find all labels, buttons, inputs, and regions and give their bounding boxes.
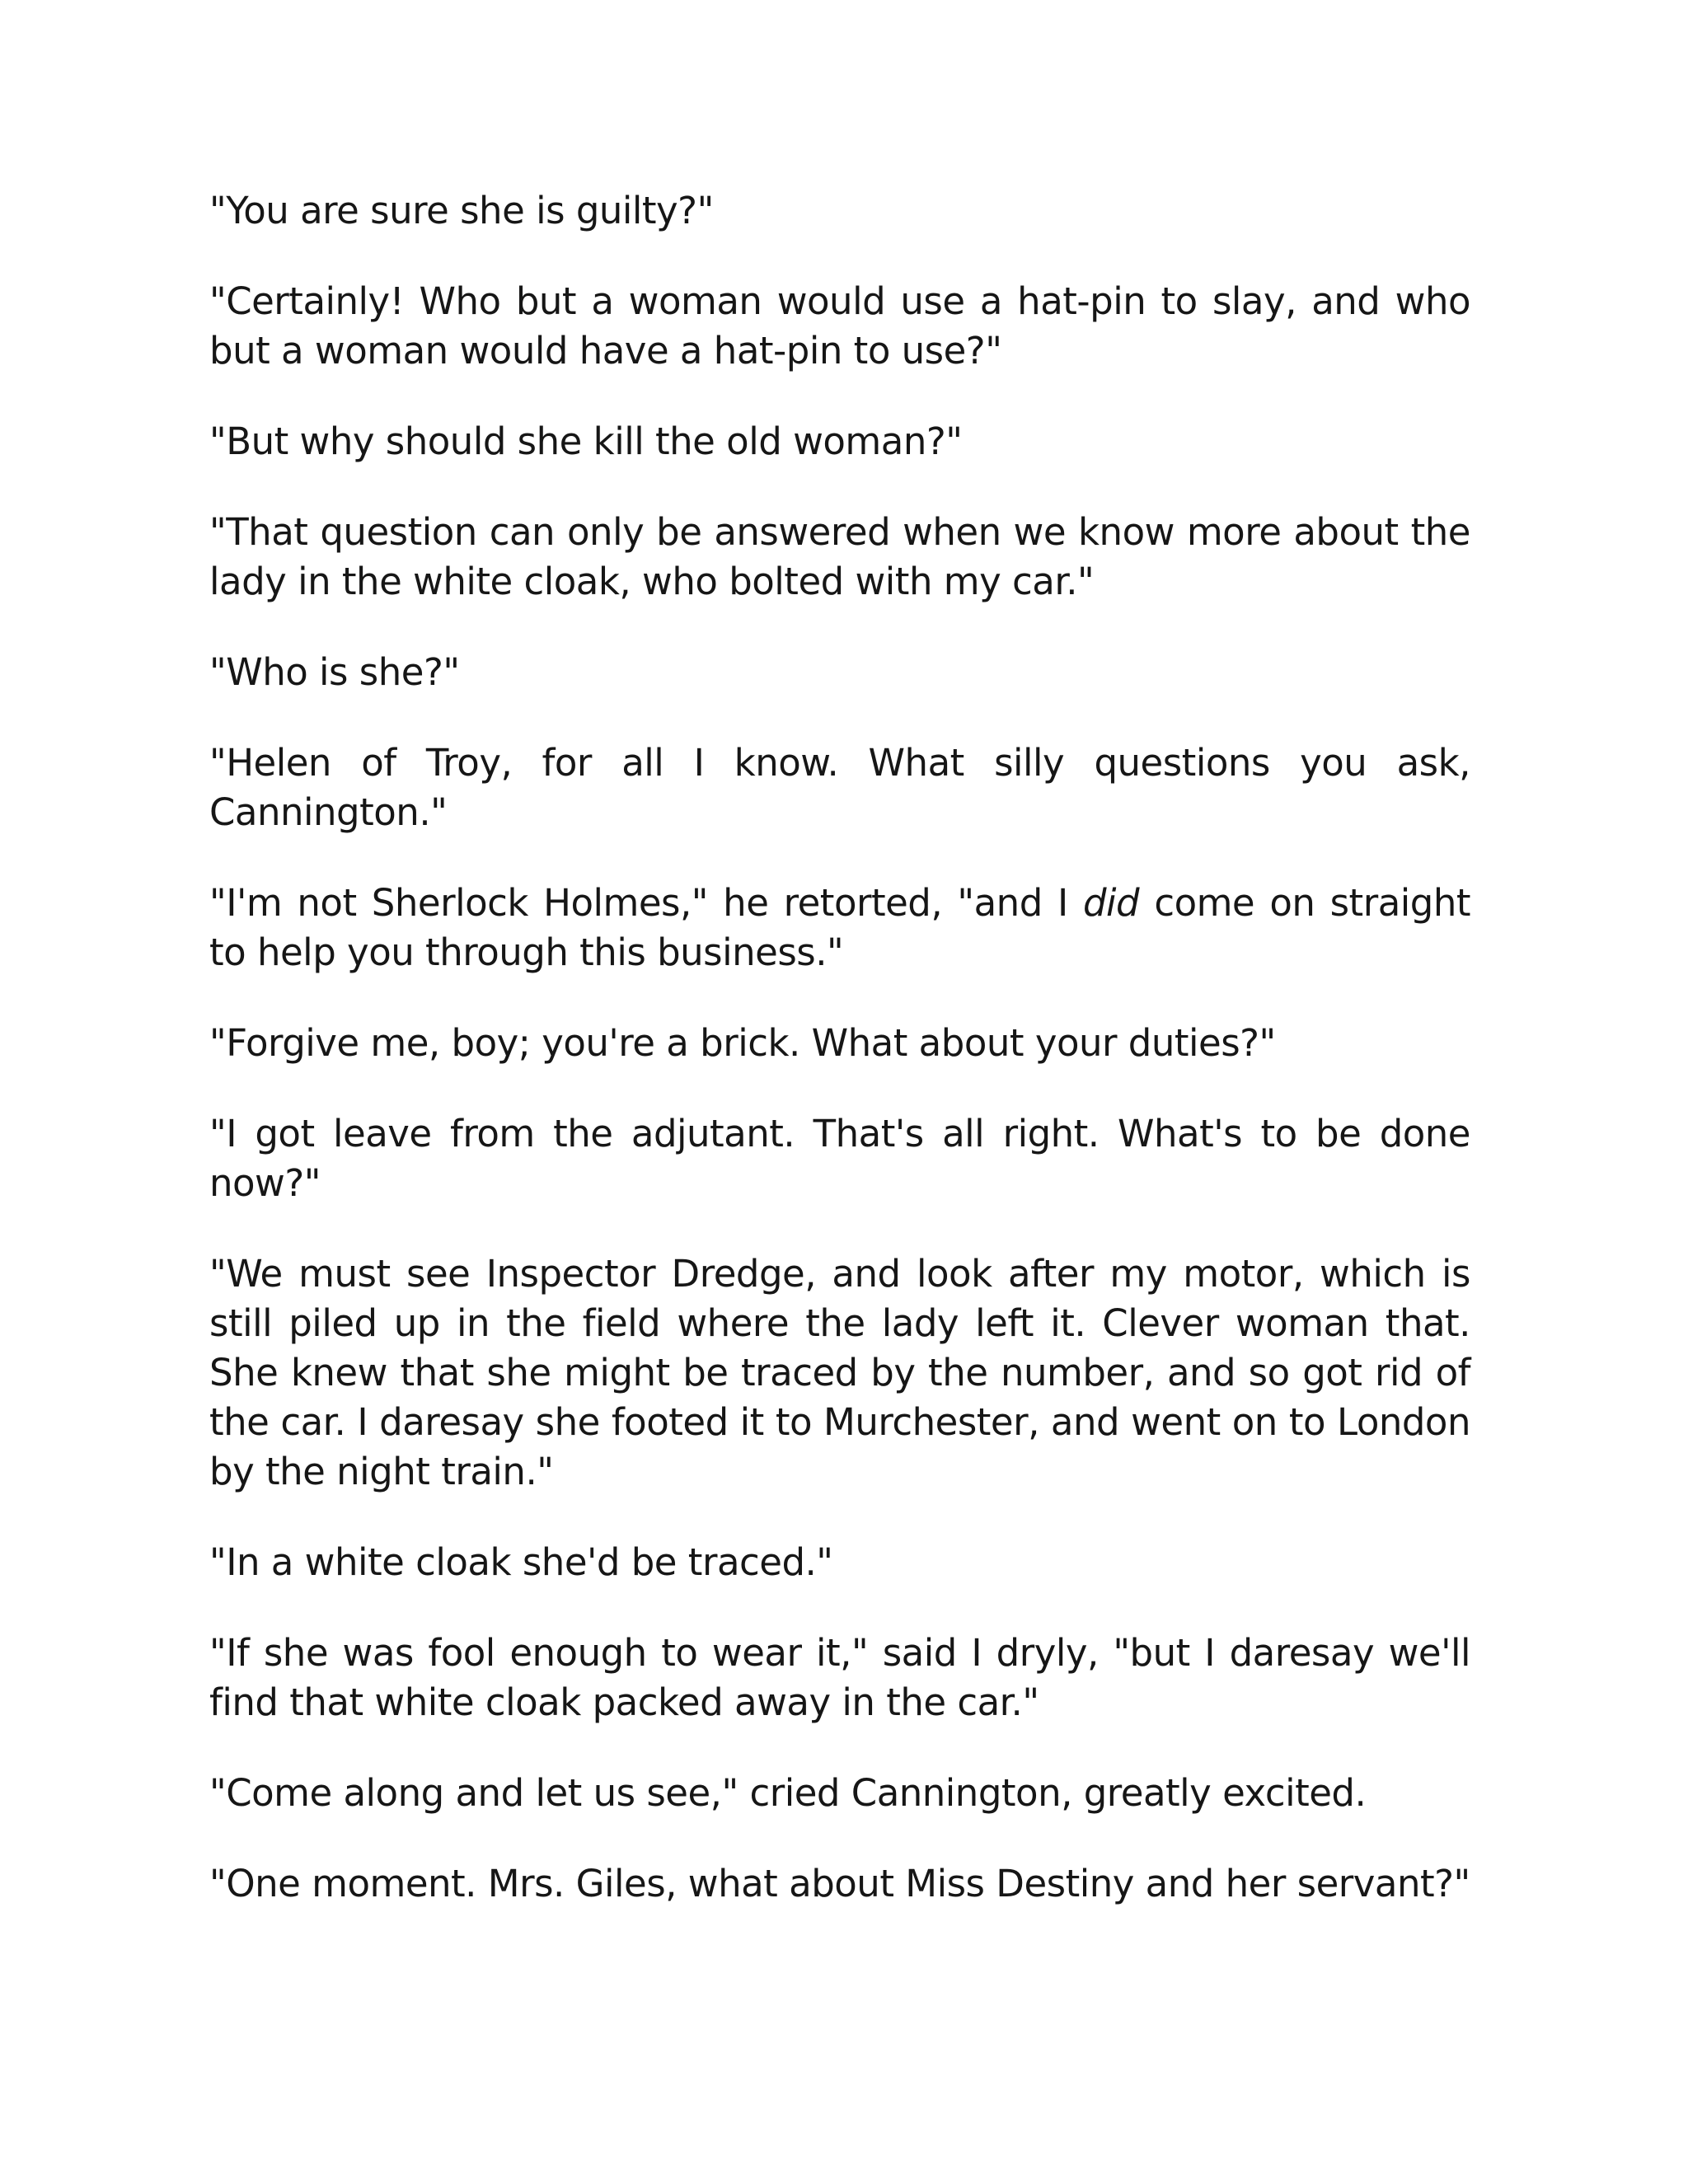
paragraph-6: "Helen of Troy, for all I know. What silly questions you ask, Cannington." [209,741,1470,834]
paragraph-8: "Forgive me, boy; you're a brick. What about your duties?" [209,1021,1276,1065]
paragraph-7 [209,879,1470,977]
emphasis-did: did [1082,881,1140,925]
paragraph-5: "Who is she?" [209,650,460,694]
paragraph-14: "One moment. Mrs. Giles, what about Miss Destiny and her servant?" [209,1862,1470,1905]
paragraph-3: "But why should she kill the old woman?" [209,419,963,463]
paragraph-11: "In a white cloak she'd be traced." [209,1540,833,1584]
paragraph-7-before: "I'm not Sherlock Holmes," he retorted, "and I [209,881,1083,925]
paragraph-4: "That question can only be answered when we know more about the lady in the white cloak, who bolted with my car." [209,510,1470,603]
paragraph-12: "If she was fool enough to wear it," said I dryly, "but I daresay we'll find that white cloak packed away in the car." [209,1631,1470,1724]
paragraph-13: "Come along and let us see," cried Cannington, greatly excited. [209,1771,1367,1815]
paragraph-2: "Certainly! Who but a woman would use a hat-pin to slay, and who but a woman would have a hat-pin to use?" [209,279,1470,373]
paragraph-10: "We must see Inspector Dredge, and look after my motor, which is still piled up in the field where the lady left it. Clever woman that. She knew that she might be traced by the number, and so got rid of the car. I daresay she footed it to Murchester, and went on to London by the night train." [209,1252,1470,1493]
paragraph-1: "You are sure she is guilty?" [209,189,714,232]
page-body [209,186,1470,1909]
paragraph-9: "I got leave from the adjutant. That's all right. What's to be done now?" [209,1112,1470,1205]
paragraph-7-after: come on straight to help you through this business." [209,881,1471,974]
